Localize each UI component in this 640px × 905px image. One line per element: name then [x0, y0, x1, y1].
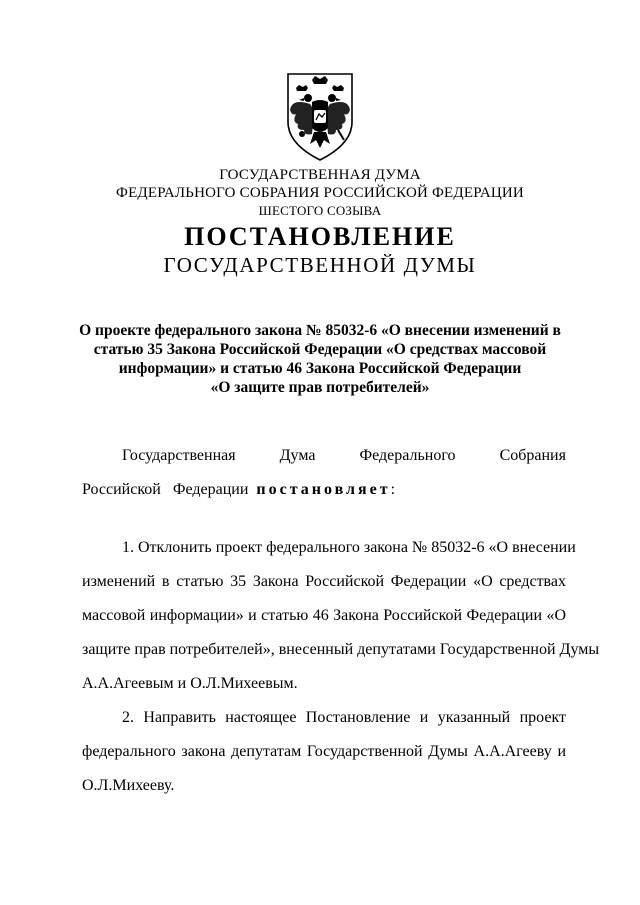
subject-line: «О защите прав потребителей» [210, 379, 430, 396]
item2-line: О.Л.Михееву. [82, 777, 175, 794]
preamble-line-2 [82, 480, 395, 500]
subject-line: информации» и статью 46 Закона Российской Федерации [118, 360, 522, 377]
preamble-line-1 [122, 446, 566, 466]
document-subtitle: ГОСУДАРСТВЕННОЙ ДУМЫ [163, 253, 477, 277]
header-line-1: ГОСУДАРСТВЕННАЯ ДУМА [219, 167, 421, 183]
item1-text: 1. Отклонить проект федерального закона № 85032-6 «О внесении [122, 539, 576, 556]
subject-line: О проекте федерального закона № 85032-6 «О внесении изменений в [79, 322, 561, 339]
preamble-word: Дума [279, 447, 316, 464]
preamble-emphasis: постановляет [256, 481, 391, 498]
item1-line: массовой информации» и статью 46 Закона Российской Федерации «О [82, 607, 566, 624]
item2-line: 2. Направить настоящее Постановление и указанный проект [122, 709, 566, 726]
item1-line: изменений в статью 35 Закона Российской Федерации «О средствах [82, 573, 566, 590]
header-line-2: ФЕДЕРАЛЬНОГО СОБРАНИЯ РОССИЙСКОЙ ФЕДЕРАЦИИ [116, 185, 524, 201]
preamble-word: Собрания [499, 447, 566, 464]
preamble-start: Российской Федерации [82, 481, 249, 498]
item1-line: А.А.Агеевым и О.Л.Михеевым. [82, 675, 298, 692]
document-subject [0, 321, 640, 397]
russian-coat-of-arms-icon [282, 70, 358, 162]
document-title: ПОСТАНОВЛЕНИЕ [184, 222, 456, 251]
header-line-3: ШЕСТОГО СОЗЫВА [258, 203, 382, 218]
item1-line: защите прав потребителей», внесенный депутатами Государственной Думы [82, 641, 600, 658]
preamble-word: Государственная [122, 447, 236, 464]
item1-line [122, 538, 576, 558]
subject-line: статью 35 Закона Российской Федерации «О средствах массовой [93, 341, 547, 358]
preamble-end: : [390, 481, 396, 498]
preamble-word: Федерального [359, 447, 456, 464]
item2-line: федерального закона депутатам Государственной Думы А.А.Агееву и [82, 743, 566, 760]
